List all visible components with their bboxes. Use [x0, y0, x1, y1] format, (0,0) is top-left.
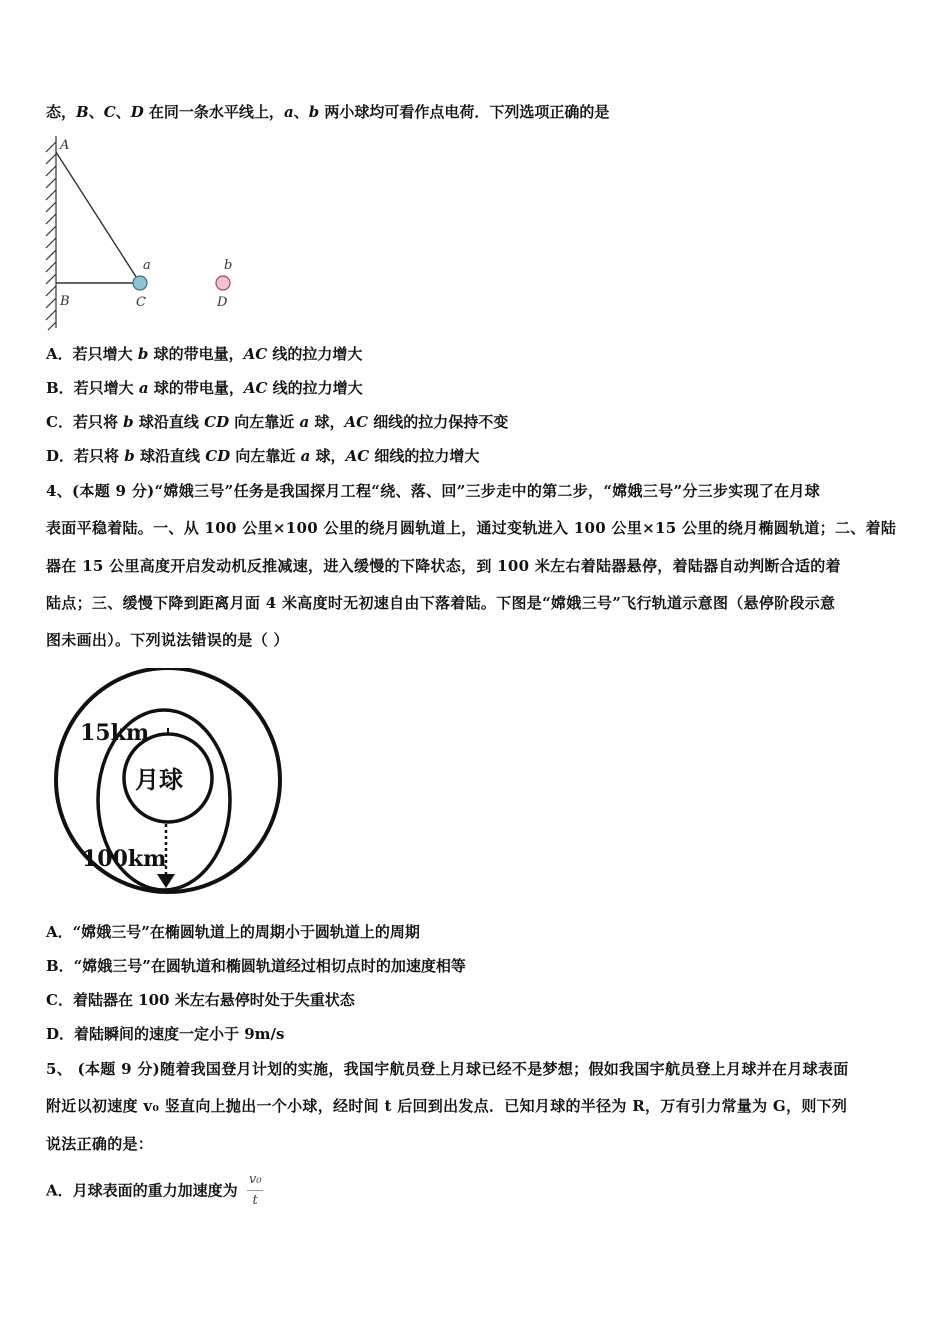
option-text: 细线的拉力保持不变: [368, 413, 509, 431]
label-moon: 月球: [135, 765, 183, 794]
option-var: AC: [344, 413, 369, 431]
option-text: 球沿直线: [133, 413, 205, 431]
option-text: C．若只将: [46, 413, 124, 431]
option-var: a: [138, 379, 149, 397]
wall-hatching: [46, 136, 56, 330]
ball-a: [133, 276, 147, 290]
option-text: B．若只增大: [46, 379, 139, 397]
q3-intro: [46, 102, 609, 122]
option-text: 球的带电量，: [148, 345, 244, 363]
option-text: 向左靠近: [229, 413, 300, 431]
fraction-denominator: t: [252, 1193, 258, 1208]
q4-orbit-figure: [46, 668, 298, 896]
q3-option-d: [46, 446, 479, 466]
label-C: C: [136, 295, 146, 310]
point-c-label: C: [103, 103, 116, 121]
q4-stem-line: 4、(本题 9 分)“嫦娥三号”任务是我国探月工程“绕、落、回”三步走中的第二步，“嫦娥三号”分三步实现了在月球: [46, 482, 821, 500]
separator: 、: [88, 103, 104, 121]
separator: 、: [293, 103, 309, 121]
q4-option-b: B．“嫦娥三号”在圆轨道和椭圆轨道经过相切点时的加速度相等: [46, 957, 466, 975]
option-var: AC: [243, 345, 268, 363]
option-text: 球，: [310, 447, 346, 465]
q3-intro-text: 两小球均可看作点电荷．下列选项正确的是: [319, 103, 610, 121]
label-100km: 100km: [82, 846, 167, 872]
q5-stem-line: 说法正确的是：: [46, 1135, 154, 1153]
label-B: B: [60, 294, 70, 309]
option-text: 球，: [309, 413, 345, 431]
fraction-v0-over-t: [247, 1170, 264, 1211]
fraction-numerator: v₀: [247, 1170, 264, 1191]
label-b: b: [224, 258, 233, 273]
option-var: CD: [205, 447, 231, 465]
q3-figure: [40, 132, 250, 332]
ball-b: [216, 276, 230, 290]
option-text: 线的拉力增大: [267, 379, 363, 397]
q4-option-c: C．着陆器在 100 米左右悬停时处于失重状态: [46, 991, 355, 1009]
option-var: b: [137, 345, 149, 363]
point-d-label: D: [130, 103, 144, 121]
label-15km: 15km: [80, 720, 150, 746]
separator: 、: [115, 103, 131, 121]
option-var: a: [299, 413, 310, 431]
q4-option-a: A．“嫦娥三号”在椭圆轨道上的周期小于圆轨道上的周期: [46, 923, 420, 941]
option-var: CD: [204, 413, 230, 431]
option-var: b: [123, 413, 134, 431]
ball-b-label: b: [308, 103, 320, 121]
ball-a-label: a: [283, 103, 294, 121]
q4-stem-line: 陆点；三、缓慢下降到距离月面 4 米高度时无初速自由下落着陆。下图是“嫦娥三号”飞行轨道示意图（悬停阶段示意: [46, 594, 836, 612]
q3-intro-text: 在同一条水平线上，: [143, 103, 284, 121]
q5-option-a-text: A．月球表面的重力加速度为: [46, 1181, 238, 1200]
option-text: D．若只将: [46, 447, 125, 465]
option-text: A．若只增大: [46, 345, 138, 363]
option-var: a: [300, 447, 311, 465]
option-var: AC: [345, 447, 370, 465]
q4-option-d: D．着陆瞬间的速度一定小于 9m/s: [46, 1025, 285, 1043]
thread-ac: [56, 152, 140, 283]
q5-stem-line: 5、 (本题 9 分)随着我国登月计划的实施，我国宇航员登上月球已经不是梦想；假如我国宇航员登上月球并在月球表面: [46, 1060, 849, 1078]
q5-option-a: [46, 1170, 263, 1211]
option-text: 球的带电量，: [148, 379, 244, 397]
option-text: 线的拉力增大: [267, 345, 363, 363]
option-text: 向左靠近: [230, 447, 301, 465]
q5-stem-line: 附近以初速度 v₀ 竖直向上抛出一个小球，经时间 t 后回到出发点．已知月球的半径为 R，万有引力常量为 G，则下列: [46, 1097, 848, 1115]
q3-option-b: [46, 378, 363, 398]
point-b-label: B: [76, 103, 89, 121]
q4-stem-line: 图未画出）。下列说法错误的是（ ）: [46, 631, 289, 649]
q4-stem-line: 器在 15 公里高度开启发动机反推减速，进入缓慢的下降状态，到 100 米左右着陆器悬停，着陆器自动判断合适的着: [46, 557, 841, 575]
q4-stem-line: 表面平稳着陆。一、从 100 公里×100 公里的绕月圆轨道上，通过变轨进入 100 公里×15 公里的绕月椭圆轨道；二、着陆: [46, 519, 897, 537]
descent-arrow-head: [157, 874, 175, 888]
option-var: b: [124, 447, 135, 465]
label-a: a: [143, 258, 151, 273]
label-A: A: [60, 138, 70, 153]
option-text: 细线的拉力增大: [369, 447, 480, 465]
option-text: 球沿直线: [134, 447, 206, 465]
q3-option-a: [46, 344, 362, 364]
label-D: D: [217, 295, 228, 310]
option-var: AC: [243, 379, 268, 397]
q3-option-c: [46, 412, 508, 432]
q3-intro-text: 态，: [46, 103, 77, 121]
